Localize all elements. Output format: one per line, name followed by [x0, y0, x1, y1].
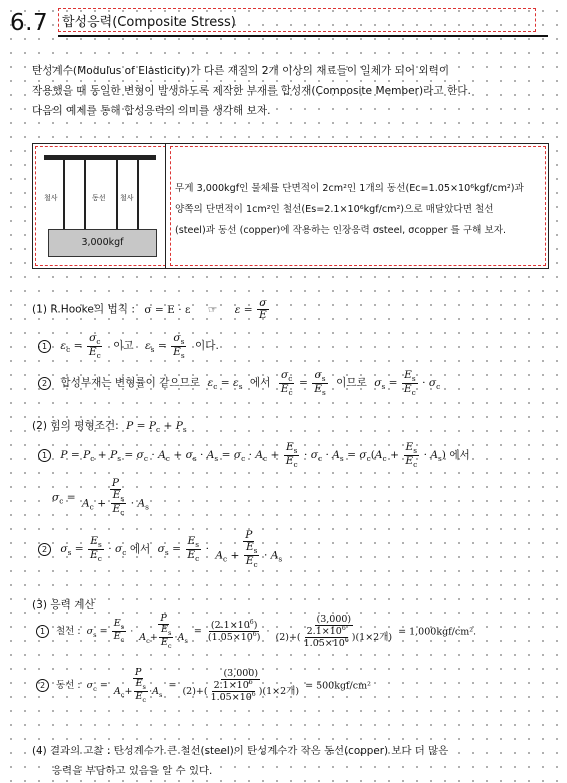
copper-label: 동선 :	[56, 680, 81, 692]
steel-wire-right	[137, 160, 139, 229]
ceiling-beam	[44, 155, 156, 160]
step1-item2: 2 합성부재는 변형률이 같으므로 $\varepsilon_c = \varepsilon_s$ 에서 $\frac{\sigma_c}{E_c}$ = $\frac{\sigma_s}{E_s}$ 이므로 $\sigma_s$ = $\frac{E_s}{E_c}$ · $\sigma_c$	[38, 370, 440, 397]
circled-number-1b: 1	[38, 449, 51, 462]
copper-bar-right-edge	[116, 160, 118, 229]
copper-result: = 500kgf/cm²	[305, 680, 371, 692]
step3-steel-row: 1 철선 : $\sigma_s$ = $\frac{E_s}{E_c}$ · P $A_c+$ $\frac{E_s}{E_c}$ $\cdot A_s$ = $\frac{(2.1\times 10^6)}{(1.05\times 10^6)}$ · (3,000) (2)+( $\frac{2.1\times 10^6}{1.05\times 10^6}$ )(1×2개) = 1,000kgf/cm².	[36, 614, 476, 650]
intro-line-2: 작용했을 때 동일한 변형이 발생하도록 제작한 부재를 합성재(Composite Member)라고 한다.	[32, 85, 471, 97]
circled-number-1c: 1	[36, 625, 49, 638]
circled-number-2b: 2	[38, 543, 51, 556]
equal-strain-text: 합성부재는 변형률이 같으므로	[60, 377, 201, 390]
step1-heading-row: (1) R.Hooke의 법칙 : σ = E · ε ☞ ε = $\frac{\sigma}{E}$	[32, 297, 267, 322]
steel-result: = 1,000kgf/cm².	[398, 626, 477, 638]
problem-line-3: (steel)과 동선 (copper)에 작용하는 인장응력 σsteel, σcopper 를 구해 보자.	[175, 225, 507, 236]
label-steel-left: 철사	[44, 194, 58, 202]
label-copper: 동선	[92, 194, 106, 202]
problem-line-2: 양쪽의 단면적이 1cm²인 철선(Es=2.1×10⁶kgf/cm²)으로 매달았다면 철선	[175, 204, 494, 215]
label-steel-right: 철사	[120, 194, 134, 202]
step3-heading: (3) 응력 계산	[32, 599, 95, 611]
conclusion-line-1: (4) 결과의 고찰 : 탄성계수가 큰 철선(steel)이 탄성계수가 작은 동선(copper) 보다 더 많은	[32, 745, 449, 757]
text-eseo-2: 에서	[449, 449, 470, 462]
step2-heading: (2) 힘의 평형조건:	[32, 420, 119, 432]
example-figure-box	[32, 143, 549, 269]
circled-number-2c: 2	[36, 679, 49, 692]
problem-line-1: 무게 3,000kgf인 물체를 단면적이 2cm²인 1개의 동선(Ec=1.05×10⁶kgf/cm²)과	[175, 183, 524, 194]
step1-item1: 1 $\varepsilon_c$ = $\frac{\sigma_c}{E_c}$ 이고 $\varepsilon_s$ = $\frac{\sigma_s}{E_s}$ 이다.	[38, 333, 219, 360]
circled-number-1: 1	[38, 340, 51, 353]
text-eseo-3: 에서	[129, 543, 151, 556]
pointer-icon: ☞	[207, 303, 218, 316]
hooke-formula: σ = E · ε	[144, 303, 191, 316]
step2-item2: 2 $\sigma_s$ = $\frac{E_s}{E_c}$ · $\sigma_c$ 에서 $\sigma_s$ = $\frac{E_s}{E_c}$ · P $A_c$ + $\frac{E_s}{E_c}$ · $A_s$	[38, 530, 285, 569]
step2-heading-row: (2) 힘의 평형조건: $P = P_c + P_s$	[32, 420, 187, 435]
steel-label: 철선 :	[56, 626, 81, 638]
text-igo: 이고	[113, 340, 134, 353]
circled-number-2: 2	[38, 377, 51, 390]
steel-wire-left	[63, 160, 65, 229]
illustration-panel	[35, 146, 166, 266]
figure-divider	[165, 144, 166, 268]
intro-line-1: 탄성계수(Modulus of Elasticity)가 다른 재질의 2개 이상의 재료들이 일체가 되어 외력이	[32, 65, 450, 77]
title-underline	[58, 35, 548, 37]
step2-item1: 1 $P = P_c + P_s = \sigma_c \cdot A_c + \sigma_s \cdot A_s = \sigma_c \cdot A_c$ + $\frac{E_s}{E_c}$ · $\sigma_c \cdot A_s = \sigma_c(A_c$ + $\frac{E_s}{E_c}$ · $A_s$) 에서	[38, 442, 470, 469]
conclusion-line-2: 응력을 부담하고 있음을 알 수 있다.	[52, 765, 213, 777]
section-title: 합성응력(Composite Stress)	[62, 15, 236, 30]
weight-block: 3,000kgf	[48, 229, 157, 257]
text-imeuro: 이므로	[336, 377, 367, 390]
text-eseo: 에서	[249, 377, 271, 390]
step3-copper-row: 2 동선 : $\sigma_c$ = P $A_c+$ $\frac{E_s}{E_c}$ $\cdot A_s$ = (3,000) (2)+( $\frac{2.1\times 10^6}{1.05\times 10^6}$ )(1×2개) = 500kgf/cm²	[36, 668, 371, 704]
text-ida: 이다.	[195, 340, 219, 353]
step1-heading: (1) R.Hooke의 법칙 :	[32, 303, 135, 316]
sigma-c-formula: $\sigma_c$ = P $A_c$ + $\frac{E_s}{E_c}$ · $A_s$	[52, 477, 149, 518]
copper-bar-left-edge	[84, 160, 86, 229]
section-number: 6.7	[10, 10, 49, 36]
intro-line-3: 다음의 예제를 통해 합성응력의 의미를 생각해 보자.	[32, 105, 271, 117]
